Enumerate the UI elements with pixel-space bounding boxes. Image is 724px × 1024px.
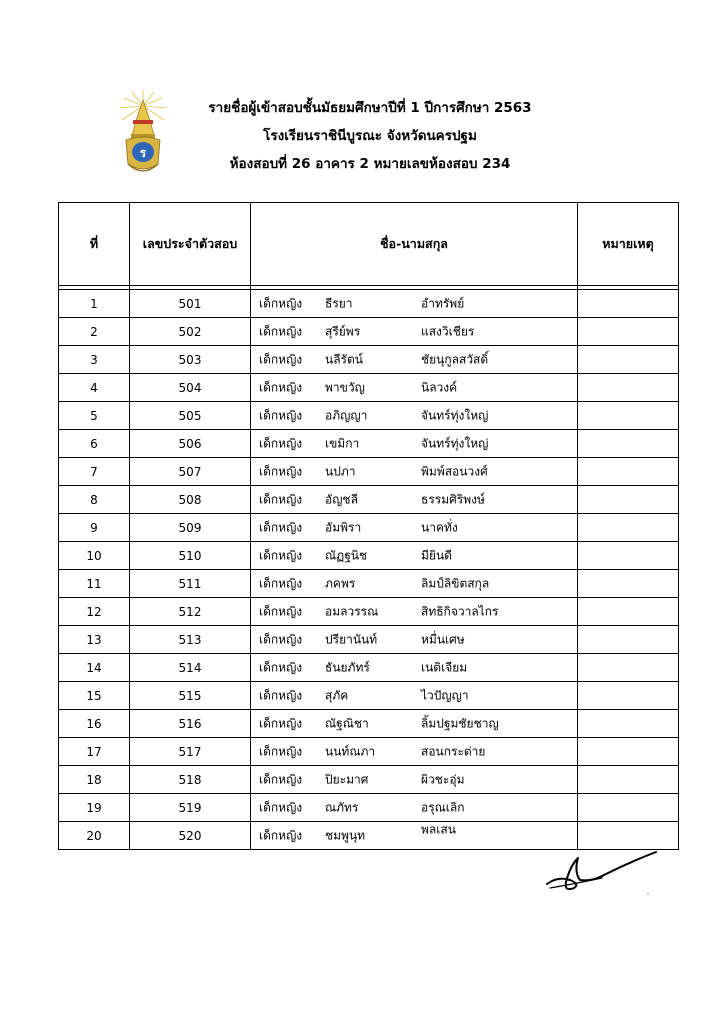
column-header-no: ที่	[59, 203, 130, 286]
name-first: ภคพร	[325, 576, 356, 590]
student-name	[251, 458, 578, 486]
name-prefix: เด็กหญิง	[259, 604, 303, 618]
note-cell	[578, 794, 679, 822]
table-row	[59, 402, 679, 430]
column-header-name: ชื่อ-นามสกุล	[251, 203, 578, 286]
table-row	[59, 290, 679, 318]
note-cell	[578, 514, 679, 542]
table-row	[59, 822, 679, 850]
exam-id: 505	[130, 402, 251, 430]
name-first: ธีรยา	[325, 296, 353, 310]
note-cell	[578, 458, 679, 486]
name-first: อัมพิรา	[325, 520, 362, 534]
table-row	[59, 514, 679, 542]
name-last: จันทร์ทุ่งใหญ่	[421, 436, 489, 450]
row-number: 11	[59, 570, 130, 598]
row-number: 15	[59, 682, 130, 710]
name-prefix: เด็กหญิง	[259, 464, 303, 478]
note-cell	[578, 318, 679, 346]
row-number: 4	[59, 374, 130, 402]
student-name	[251, 402, 578, 430]
name-last: พลเสน	[421, 822, 456, 837]
note-cell	[578, 374, 679, 402]
name-prefix: เด็กหญิง	[259, 548, 303, 562]
exam-id: 514	[130, 654, 251, 682]
name-last: มียินดี	[421, 548, 452, 562]
name-first: ปิยะมาศ	[325, 772, 369, 786]
student-name	[251, 654, 578, 682]
name-last: ธรรมศิริพงษ์	[421, 492, 485, 506]
name-first: ณัฏฐนิช	[325, 548, 368, 562]
note-cell	[578, 346, 679, 374]
student-name	[251, 346, 578, 374]
name-prefix: เด็กหญิง	[259, 408, 303, 422]
name-last: ลิมป์ลิขิตสกุล	[421, 576, 490, 590]
name-prefix: เด็กหญิง	[259, 744, 303, 758]
exam-id: 511	[130, 570, 251, 598]
table-row	[59, 430, 679, 458]
name-prefix: เด็กหญิง	[259, 688, 303, 702]
name-prefix: เด็กหญิง	[259, 352, 303, 366]
student-name	[251, 318, 578, 346]
name-prefix: เด็กหญิง	[259, 492, 303, 506]
exam-id: 510	[130, 542, 251, 570]
table-row	[59, 598, 679, 626]
table-row	[59, 570, 679, 598]
exam-roster-table	[58, 202, 679, 850]
row-number: 20	[59, 822, 130, 850]
student-name	[251, 486, 578, 514]
note-cell	[578, 738, 679, 766]
header-title: รายชื่อผู้เข้าสอบชั้นมัธยมศึกษาปีที่ 1 ปีการศึกษา 2563	[208, 100, 532, 116]
exam-id: 502	[130, 318, 251, 346]
note-cell	[578, 654, 679, 682]
name-last: สิทธิกิจวาลไกร	[421, 604, 499, 618]
column-header-note: หมายเหตุ	[578, 203, 679, 286]
name-first: อัญชลี	[325, 492, 358, 506]
name-last: จันทร์ทุ่งใหญ่	[421, 408, 489, 422]
note-cell	[578, 402, 679, 430]
note-cell	[578, 570, 679, 598]
name-first: ธันยภัทร์	[325, 660, 370, 674]
note-cell	[578, 486, 679, 514]
student-name	[251, 430, 578, 458]
note-cell	[578, 710, 679, 738]
table-row	[59, 766, 679, 794]
student-name	[251, 374, 578, 402]
table-row	[59, 710, 679, 738]
name-prefix: เด็กหญิง	[259, 716, 303, 730]
exam-id: 507	[130, 458, 251, 486]
student-name	[251, 738, 578, 766]
exam-id: 515	[130, 682, 251, 710]
student-name	[251, 710, 578, 738]
name-last: ไวปัญญา	[421, 688, 469, 702]
name-prefix: เด็กหญิง	[259, 436, 303, 450]
note-cell	[578, 290, 679, 318]
exam-id: 516	[130, 710, 251, 738]
name-prefix: เด็กหญิง	[259, 520, 303, 534]
name-prefix: เด็กหญิง	[259, 800, 303, 814]
student-name	[251, 822, 578, 850]
row-number: 12	[59, 598, 130, 626]
note-cell	[578, 626, 679, 654]
exam-id: 518	[130, 766, 251, 794]
name-first: นลีรัตน์	[325, 352, 363, 366]
table-row	[59, 542, 679, 570]
table-header-row	[59, 203, 679, 286]
row-number: 5	[59, 402, 130, 430]
name-prefix: เด็กหญิง	[259, 772, 303, 786]
svg-text:ร: ร	[139, 146, 147, 160]
name-first: สุภัค	[325, 688, 349, 702]
name-prefix: เด็กหญิง	[259, 324, 303, 338]
name-last: อำทรัพย์	[421, 296, 465, 310]
name-first: นปภา	[325, 464, 356, 478]
name-first: พาขวัญ	[325, 380, 365, 394]
row-number: 8	[59, 486, 130, 514]
name-last: ผิวชะอุ่ม	[421, 772, 465, 786]
table-row	[59, 458, 679, 486]
name-last: พิมพ์สอนวงศ์	[421, 464, 488, 478]
exam-id: 512	[130, 598, 251, 626]
student-name	[251, 682, 578, 710]
note-cell	[578, 598, 679, 626]
row-number: 18	[59, 766, 130, 794]
table-row	[59, 374, 679, 402]
row-number: 17	[59, 738, 130, 766]
name-prefix: เด็กหญิง	[259, 380, 303, 394]
exam-id: 504	[130, 374, 251, 402]
row-number: 14	[59, 654, 130, 682]
row-number: 1	[59, 290, 130, 318]
name-first: ณภัทร	[325, 800, 359, 814]
exam-id: 509	[130, 514, 251, 542]
exam-id: 506	[130, 430, 251, 458]
table-row	[59, 346, 679, 374]
exam-id: 503	[130, 346, 251, 374]
row-number: 9	[59, 514, 130, 542]
student-name	[251, 766, 578, 794]
row-number: 3	[59, 346, 130, 374]
table-row	[59, 794, 679, 822]
exam-id: 520	[130, 822, 251, 850]
name-first: อภิญญา	[325, 408, 368, 422]
exam-id: 513	[130, 626, 251, 654]
school-crest-logo	[118, 90, 168, 178]
page-mark	[647, 893, 649, 895]
name-first: เขมิกา	[325, 436, 360, 450]
student-name	[251, 290, 578, 318]
header-school: โรงเรียนราชินีบูรณะ จังหวัดนครปฐม	[263, 128, 477, 144]
exam-id: 508	[130, 486, 251, 514]
row-number: 6	[59, 430, 130, 458]
name-first: ปรียานันท์	[325, 632, 378, 646]
name-prefix: เด็กหญิง	[259, 828, 303, 842]
exam-id: 517	[130, 738, 251, 766]
table-row	[59, 682, 679, 710]
name-first: สุรีย์พร	[325, 324, 361, 338]
note-cell	[578, 542, 679, 570]
handwritten-signature	[544, 848, 660, 892]
name-first: อมลวรรณ	[325, 604, 379, 618]
note-cell	[578, 766, 679, 794]
header-room: ห้องสอบที่ 26 อาคาร 2 หมายเลขห้องสอบ 234	[229, 156, 511, 172]
name-first: ชมพูนุท	[325, 828, 366, 842]
name-last: นิลวงค์	[421, 380, 458, 394]
document-header	[170, 94, 570, 178]
table-row	[59, 486, 679, 514]
name-last: แสงวิเชียร	[421, 324, 475, 338]
row-number: 16	[59, 710, 130, 738]
table-row	[59, 318, 679, 346]
student-name	[251, 794, 578, 822]
name-last: เนติเจียม	[421, 660, 468, 674]
column-header-exam-id: เลขประจำตัวสอบ	[130, 203, 251, 286]
table-row	[59, 654, 679, 682]
name-last: ลิ้มปฐมชัยชาญ	[421, 716, 499, 730]
row-number: 10	[59, 542, 130, 570]
exam-id: 501	[130, 290, 251, 318]
name-last: ชัยนุกูลสวัสดิ์	[421, 352, 489, 366]
name-last: สอนกระต่าย	[421, 744, 486, 758]
note-cell	[578, 682, 679, 710]
name-last: อรุณเลิก	[421, 800, 465, 814]
row-number: 19	[59, 794, 130, 822]
name-first: นนท์ณภา	[325, 744, 376, 758]
student-name	[251, 542, 578, 570]
name-prefix: เด็กหญิง	[259, 660, 303, 674]
exam-id: 519	[130, 794, 251, 822]
student-name	[251, 626, 578, 654]
student-name	[251, 598, 578, 626]
name-prefix: เด็กหญิง	[259, 296, 303, 310]
name-first: ณัฐณิชา	[325, 716, 369, 730]
student-name	[251, 514, 578, 542]
note-cell	[578, 430, 679, 458]
name-last: หมื่นเศษ	[421, 632, 465, 646]
note-cell	[578, 822, 679, 850]
row-number: 13	[59, 626, 130, 654]
table-row	[59, 626, 679, 654]
student-name	[251, 570, 578, 598]
name-last: นาคทั่ง	[421, 520, 458, 534]
name-prefix: เด็กหญิง	[259, 632, 303, 646]
table-row	[59, 738, 679, 766]
name-prefix: เด็กหญิง	[259, 576, 303, 590]
row-number: 7	[59, 458, 130, 486]
row-number: 2	[59, 318, 130, 346]
